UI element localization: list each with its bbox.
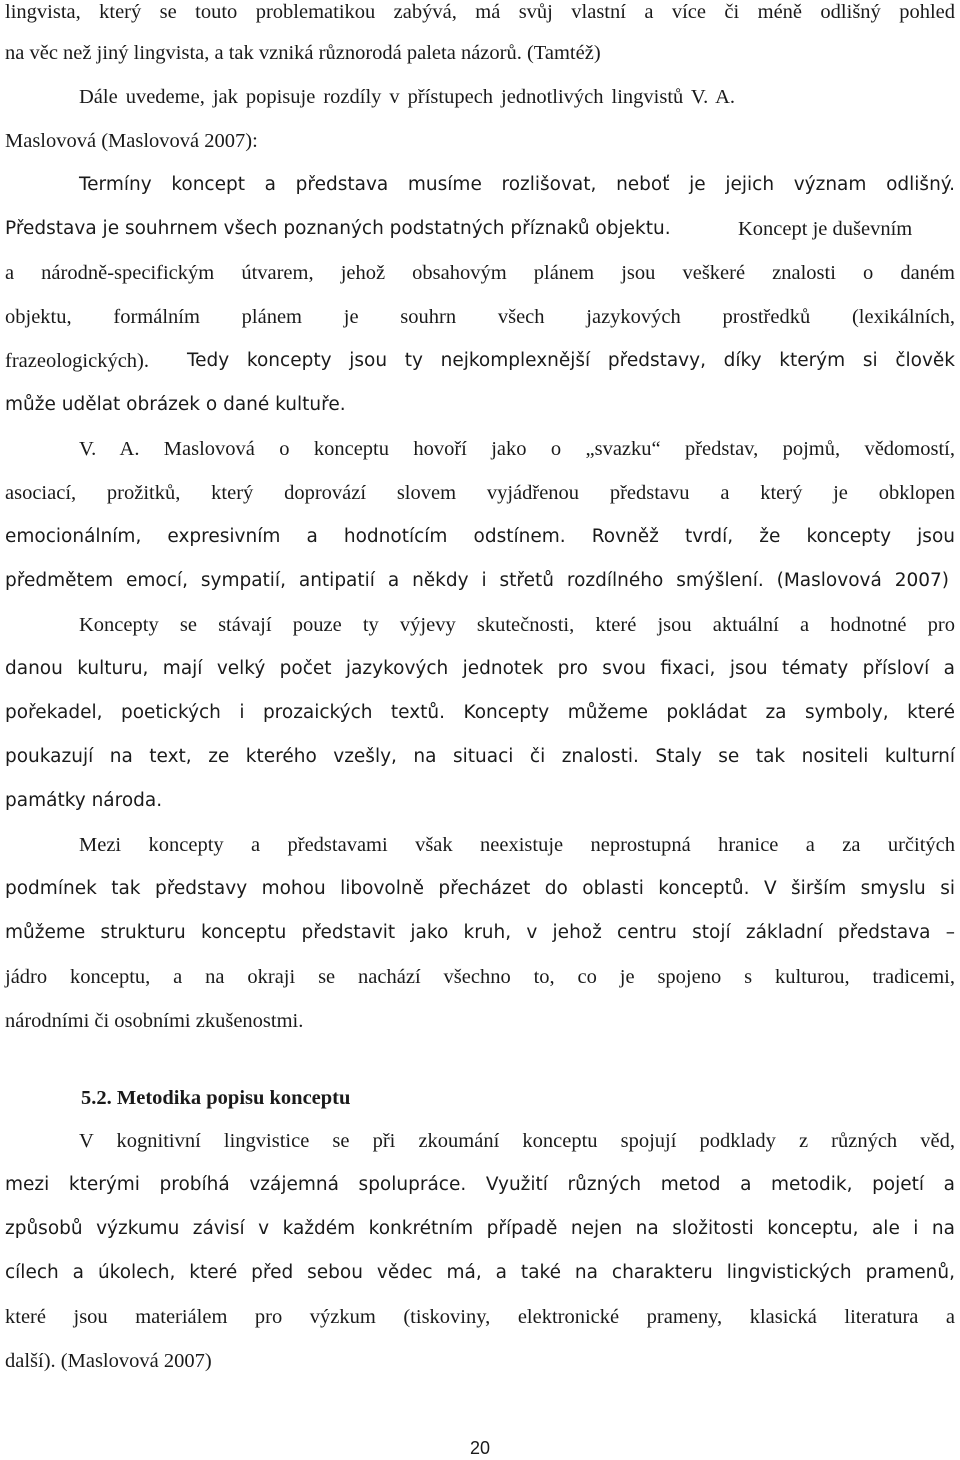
- text-line: Termíny koncept a představa musíme rozlišovat, neboť je jejich význam odlišný.: [79, 174, 955, 195]
- text-line: na věc než jiný lingvista, a tak vzniká různorodá paleta názorů. (Tamtéž): [5, 42, 601, 64]
- text-line: Tedy koncepty jsou ty nejkomplexnější představy, díky kterým si člověk: [187, 350, 955, 371]
- text-line: jádro konceptu, a na okraji se nachází všechno to, co je spojeno s kulturou, tradicemi,: [5, 966, 955, 988]
- section-heading: [81, 1084, 350, 1112]
- text-line: památky národa.: [5, 790, 163, 811]
- text-line: asociací, prožitků, který doprovází slovem vyjádřenou představu a který je obklopen: [5, 482, 955, 504]
- text-line: pořekadel, poetických i prozaických textů. Koncepty můžeme pokládat za symboly, které: [5, 702, 955, 723]
- text-line: které jsou materiálem pro výzkum (tiskoviny, elektronické prameny, klasická literatura a: [5, 1306, 955, 1328]
- text-line: poukazují na text, ze kterého vzešly, na situaci či znalosti. Staly se tak nositeli kulturní: [5, 746, 955, 767]
- text-line: Mezi koncepty a představami však neexistuje neprostupná hranice a za určitých: [79, 834, 955, 856]
- text-line: cílech a úkolech, které před sebou vědec má, a také na charakteru lingvistických pramenů,: [5, 1262, 955, 1283]
- section-title: Metodika popisu konceptu: [116, 1087, 351, 1109]
- text-line: emocionálním, expresivním a hodnotícím odstínem. Rovněž tvrdí, že koncepty jsou: [5, 526, 955, 547]
- section-number: 5.2.: [81, 1087, 112, 1109]
- text-line: V kognitivní lingvistice se při zkoumání konceptu spojují podklady z různých věd,: [79, 1130, 955, 1152]
- text-line: můžeme strukturu konceptu představit jako kruh, v jehož centru stojí základní představa –: [5, 922, 955, 943]
- page-number: 20: [469, 1438, 491, 1458]
- text-line: předmětem emocí, sympatií, antipatií a někdy i střetů rozdílného smýšlení. (Maslovová 2007): [5, 570, 949, 591]
- text-line: lingvista, který se touto problematikou zabývá, má svůj vlastní a více či méně odlišný pohled: [5, 1, 955, 23]
- text-line: Maslovová (Maslovová 2007):: [5, 130, 258, 152]
- text-line: podmínek tak představy mohou libovolně přecházet do oblasti konceptů. V širším smyslu si: [5, 878, 955, 899]
- text-line: V. A. Maslovová o konceptu hovoří jako o „svazku“ představ, pojmů, vědomostí,: [79, 438, 955, 460]
- text-line: Představa je souhrnem všech poznaných podstatných příznaků objektu.: [5, 218, 671, 239]
- text-line: Koncepty se stávají pouze ty výjevy skutečnosti, které jsou aktuální a hodnotné pro: [79, 614, 955, 636]
- text-line: Dále uvedeme, jak popisuje rozdíly v přístupech jednotlivých lingvistů V. A.: [79, 86, 735, 108]
- text-line: Koncept je duševním: [738, 218, 913, 240]
- text-line: způsobů výzkumu závisí v každém konkrétním případě nejen na složitosti konceptu, ale i na: [5, 1218, 955, 1239]
- text-line: a národně-specifickým útvarem, jehož obsahovým plánem jsou veškeré znalosti o daném: [5, 262, 955, 284]
- text-line: danou kulturu, mají velký počet jazykových jednotek pro svou fixaci, jsou tématy přísloví a: [5, 658, 955, 679]
- text-line: objektu, formálním plánem je souhrn všech jazykových prostředků (lexikálních,: [5, 306, 955, 328]
- text-line: národními či osobními zkušenostmi.: [5, 1010, 304, 1032]
- text-line: mezi kterými probíhá vzájemná spolupráce. Využití různých metod a metodik, pojetí a: [5, 1174, 955, 1195]
- text-line: může udělat obrázek o dané kultuře.: [5, 394, 346, 415]
- text-line: další). (Maslovová 2007): [5, 1350, 212, 1372]
- text-line: frazeologických).: [5, 350, 149, 372]
